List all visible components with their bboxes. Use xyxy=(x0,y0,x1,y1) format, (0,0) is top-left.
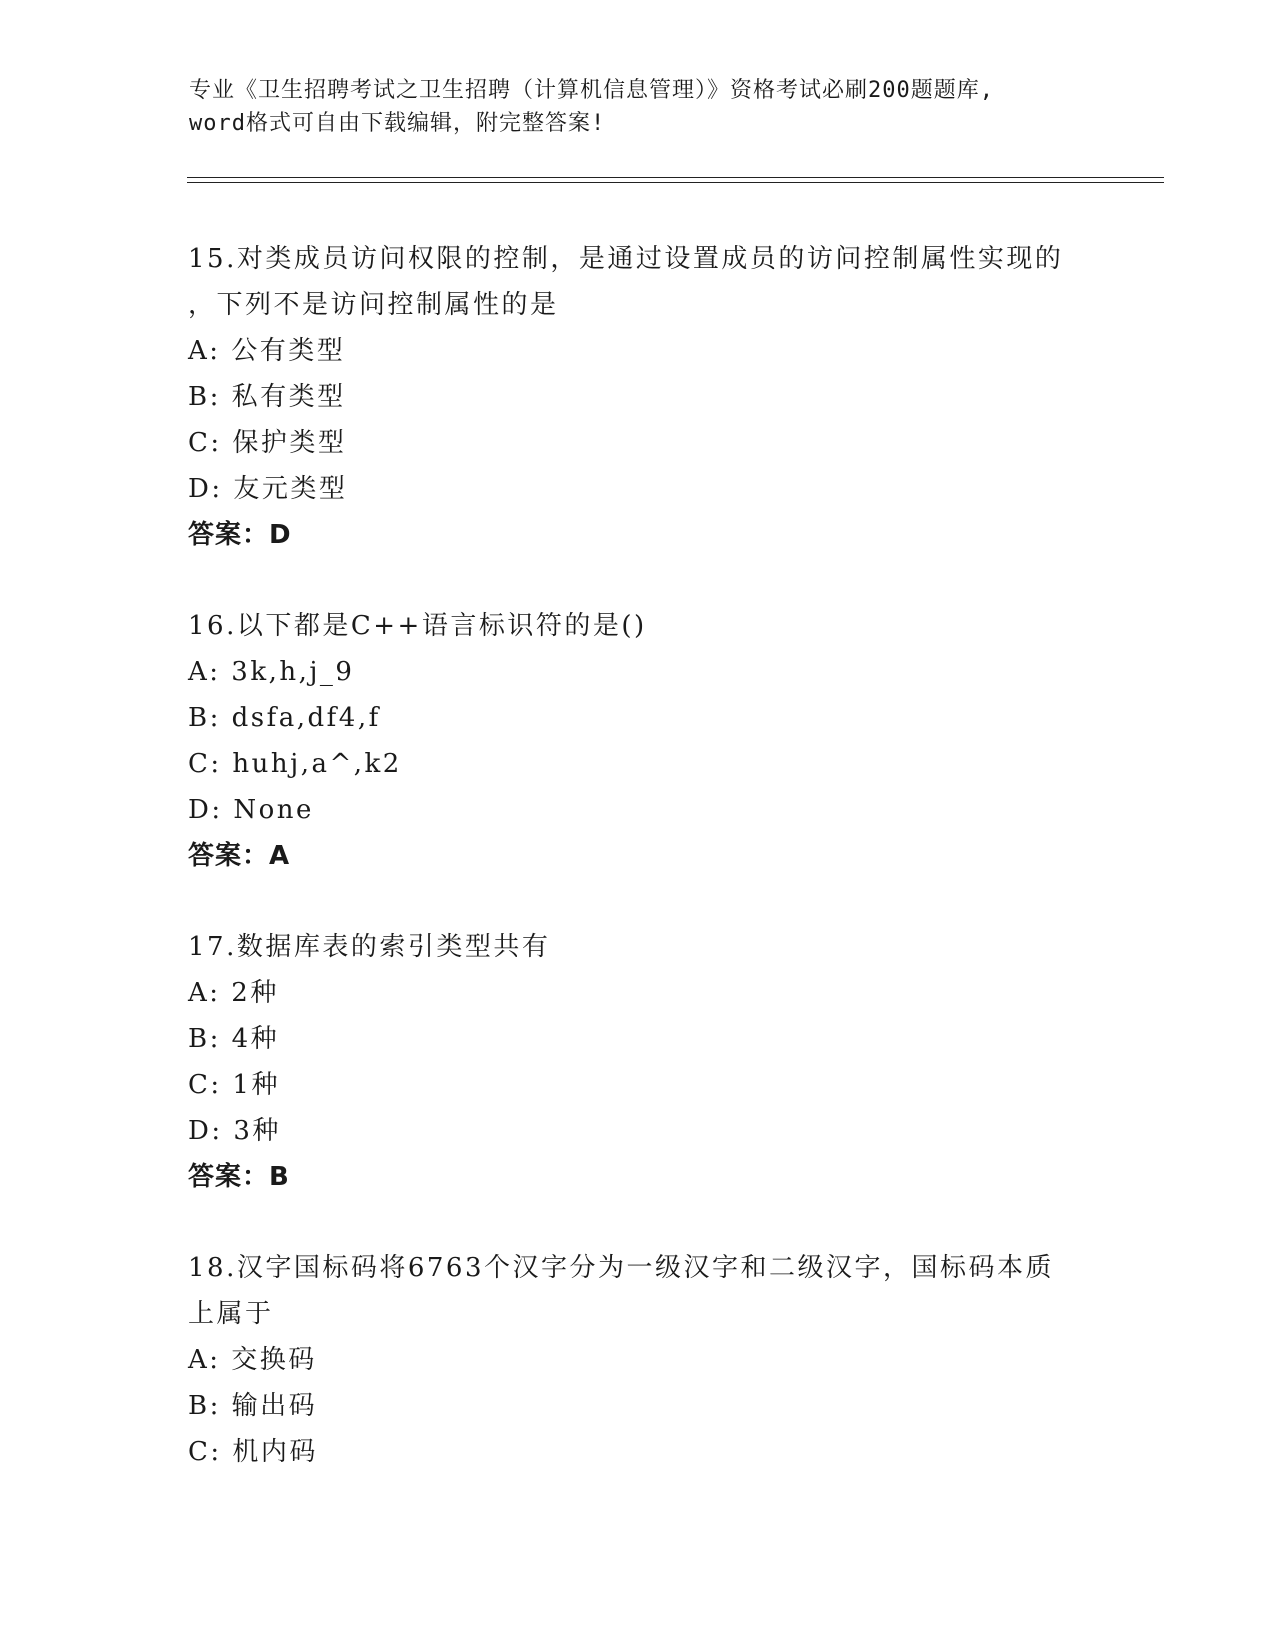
option-b: B: 4种 xyxy=(188,1024,280,1054)
option-a: A: 交换码 xyxy=(188,1345,317,1375)
question-18 xyxy=(188,1245,1108,1475)
option-a: A: 2种 xyxy=(188,978,279,1008)
option-c: C: 1种 xyxy=(188,1070,280,1100)
option-b: B: 私有类型 xyxy=(188,382,346,412)
header-title-line-2: word格式可自由下载编辑，附完整答案! xyxy=(189,111,606,136)
header-divider-top xyxy=(187,177,1164,178)
answer-label: 答案：B xyxy=(188,1162,290,1192)
option-c: C: 保护类型 xyxy=(188,428,347,458)
question-15 xyxy=(188,236,1108,558)
option-d: D: 3种 xyxy=(188,1116,281,1146)
option-c: C: huhj,a^,k2 xyxy=(188,749,402,779)
answer-label: 答案：A xyxy=(188,841,291,871)
option-b: B: 输出码 xyxy=(188,1391,318,1421)
question-17 xyxy=(188,924,1108,1200)
document-header xyxy=(189,74,1089,140)
option-a: A: 3k,h,j_9 xyxy=(188,657,355,687)
question-list xyxy=(188,236,1108,1520)
option-d: D: 友元类型 xyxy=(188,474,348,504)
option-d: D: None xyxy=(188,795,314,825)
header-title-line-1: 专业《卫生招聘考试之卫生招聘（计算机信息管理）》资格考试必刷200题题库, xyxy=(189,78,994,103)
question-stem: ，下列不是访问控制属性的是 xyxy=(188,290,559,320)
header-divider-bottom xyxy=(187,182,1164,183)
question-stem: 上属于 xyxy=(188,1299,274,1329)
option-b: B: dsfa,df4,f xyxy=(188,703,381,733)
question-stem: 15.对类成员访问权限的控制，是通过设置成员的访问控制属性实现的 xyxy=(188,244,1064,274)
question-16 xyxy=(188,603,1108,879)
answer-label: 答案：D xyxy=(188,520,292,550)
option-a: A: 公有类型 xyxy=(188,336,346,366)
question-stem: 18.汉字国标码将6763个汉字分为一级汉字和二级汉字，国标码本质 xyxy=(188,1253,1055,1283)
question-stem: 16.以下都是C++语言标识符的是() xyxy=(188,611,647,641)
option-c: C: 机内码 xyxy=(188,1437,318,1467)
question-stem: 17.数据库表的索引类型共有 xyxy=(188,932,551,962)
